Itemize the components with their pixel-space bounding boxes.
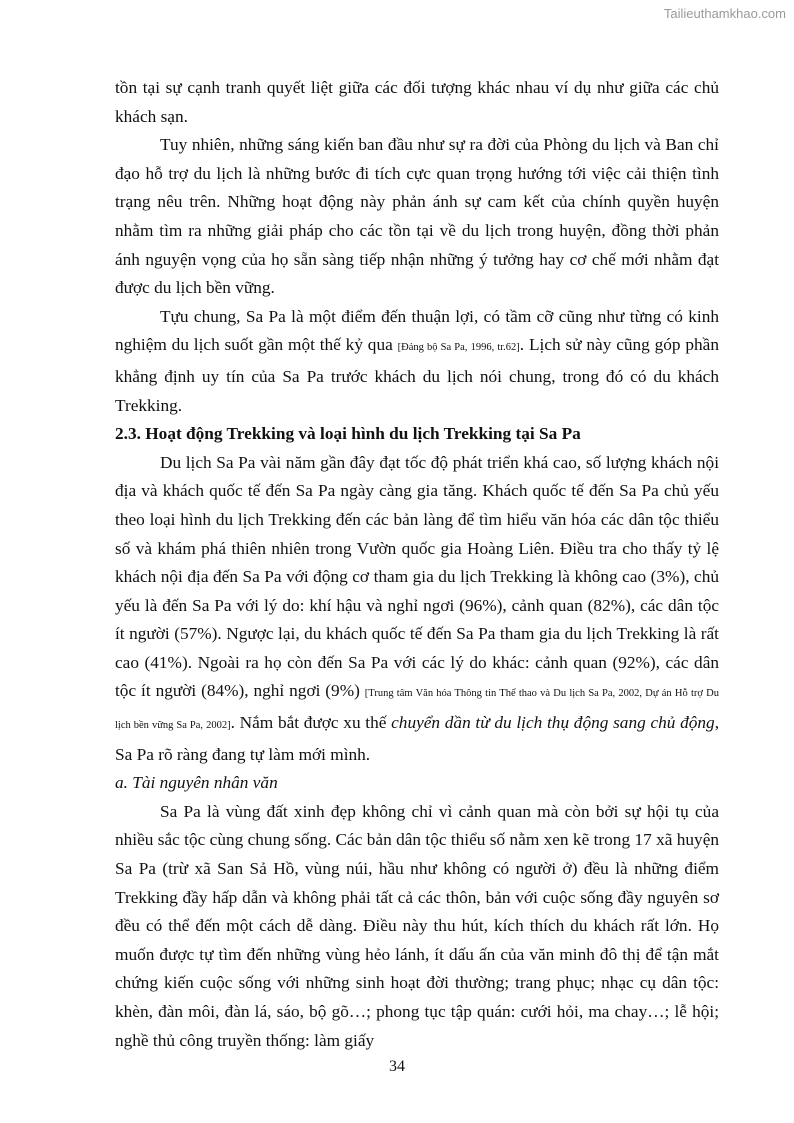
page-body [115, 74, 719, 1055]
paragraph-3-text-b: . Lịch sử này cũng góp phần khẳng định uy tín của Sa Pa trước khách du lịch nói chung, trong đó có du khách Trekking. [115, 335, 719, 415]
paragraph-1: tồn tại sự cạnh tranh quyết liệt giữa các đối tượng khác nhau ví dụ như giữa các chủ khách sạn. [115, 78, 719, 126]
paragraph-4-italic: chuyển dần từ du lịch thụ động sang chủ động [391, 713, 715, 733]
paragraph-4-text-c: , Sa Pa rõ ràng đang tự làm mới mình. [115, 713, 720, 764]
paragraph-2: Tuy nhiên, những sáng kiến ban đầu như sự ra đời của Phòng du lịch và Ban chỉ đạo hỗ trợ du lịch là những bước đi tích cực quan trọng hướng tới việc cải thiện tình trạng nêu trên. Những hoạt động này phản ánh sự cam kết của chính quyền huyện nhằm tìm ra những giải pháp cho các tồn tại về du lịch trong huyện, đồng thời phản ánh nguyện vọng của họ sẵn sàng tiếp nhận những ý tưởng hay cơ chế mới nhằm đạt được du lịch bền vững. [115, 135, 719, 298]
paragraph-3-text-a: Tựu chung, Sa Pa là một điểm đến thuận lợi, có tầm cỡ cũng như từng có kinh nghiệm du lịch suốt gần một thế kỷ qua [115, 306, 719, 355]
citation-trung-tam: [Trung tâm Văn hóa Thông tin Thể thao và Du lịch Sa Pa, 2002, Dự án Hỗ trợ Du lịch bền vững Sa Pa, 2002] [115, 688, 719, 732]
subheading-a: a. Tài nguyên nhân văn [115, 773, 278, 793]
page-number: 34 [389, 1058, 405, 1075]
paragraph-3 [115, 303, 719, 420]
watermark: Tailieuthamkhao.com [663, 6, 786, 21]
citation-dang-bo: [Đảng bộ Sa Pa, 1996, tr.62] [397, 342, 520, 354]
paragraph-4 [115, 449, 719, 770]
paragraph-4-text-a: Du lịch Sa Pa vài năm gần đây đạt tốc độ phát triển khá cao, số lượng khách nội địa và khách quốc tế đến Sa Pa ngày càng gia tăng. Khách quốc tế đến Sa Pa chủ yếu theo loại hình du lịch Trekking đến các bản làng để tìm hiểu văn hóa các dân tộc thiểu số và khám phá thiên nhiên trong Vườn quốc gia Hoàng Liên. Điều tra cho thấy tỷ lệ khách nội địa đến Sa Pa với động cơ tham gia du lịch Trekking là không cao (3%), chủ yếu là đến Sa Pa với lý do: khí hậu và nghỉ ngơi (96%), cảnh quan (82%), các dân tộc ít người (57%). Ngược lại, du khách quốc tế đến Sa Pa tham gia du lịch Trekking là rất cao (41%). Ngoài ra họ còn đến Sa Pa với các lý do khác: cảnh quan (92%), các dân tộc ít người (84%), nghỉ ngơi (9%) [115, 452, 719, 701]
paragraph-4-text-b: . Nắm bắt được xu thế [230, 713, 392, 733]
paragraph-5: Sa Pa là vùng đất xinh đẹp không chỉ vì cảnh quan mà còn bởi sự hội tụ của nhiều sắc tộc cùng chung sống. Các bản dân tộc thiểu số nằm xen kẽ trong 17 xã huyện Sa Pa (trừ xã San Sả Hồ, vùng núi, hầu như không có người ở) đều là những điểm Trekking đầy hấp dẫn và không phải tất cả các thôn, bản với cuộc sống đầy nguyên sơ đều có thể đến một cách dễ dàng. Điều này thu hút, kích thích du khách rất lớn. Họ muốn được tự tìm đến những vùng hẻo lánh, ít dấu ấn của văn minh đô thị để tận mắt chứng kiến cuộc sống với những sinh hoạt đời thường; trang phục; nhạc cụ dân tộc: khèn, đàn môi, đàn lá, sáo, bộ gõ…; phong tục tập quán: cưới hỏi, ma chay…; lễ hội; nghề thủ công truyền thống: làm giấy [115, 801, 719, 1050]
section-heading-2-3: 2.3. Hoạt động Trekking và loại hình du lịch Trekking tại Sa Pa [115, 424, 581, 444]
